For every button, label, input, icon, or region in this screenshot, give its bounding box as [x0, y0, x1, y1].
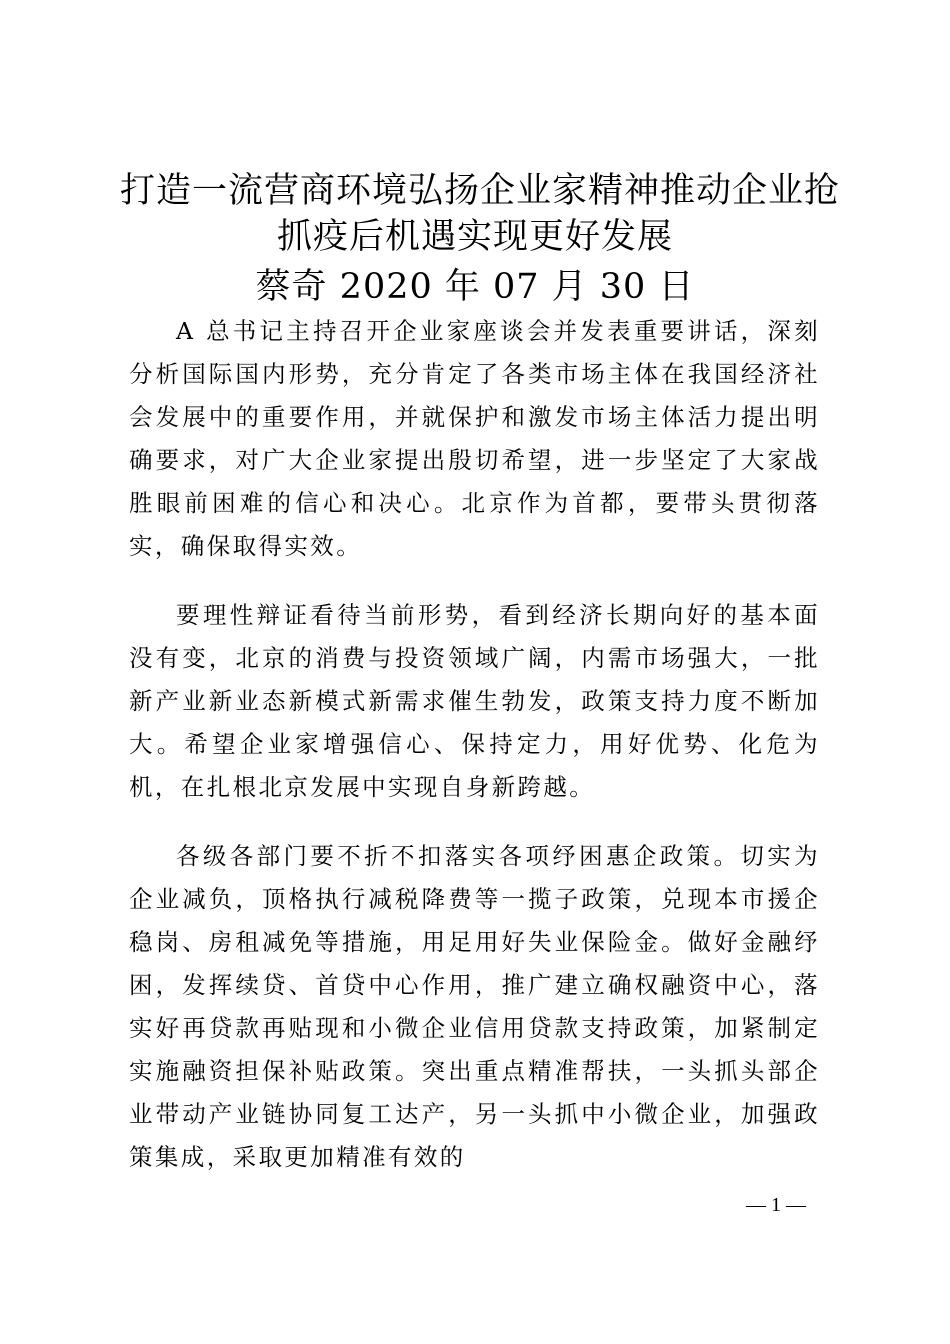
document-title-line-2: 抓疫后机遇实现更好发展 — [276, 217, 673, 257]
author-date-line: 蔡奇 2020 年 07 月 30 日 — [255, 267, 695, 307]
document-title-line-1: 打造一流营商环境弘扬企业家精神推动企业抢 — [120, 171, 841, 211]
title-block — [120, 168, 841, 310]
paragraph-3: 各级各部门要不折不扣落实各项纾困惠企政策。切实为企业减负，顶格执行减税降费等一揽子政策，兑现本市援企稳岗、房租减免等措施，用足用好失业保险金。做好金融纾困，发挥续贷、首贷中心作用，推广建立确权融资中心，落实好再贷款再贴现和小微企业信用贷款支持政策，加紧制定实施融资担保补贴政策。突出重点精准帮扶，一头抓头部企业带动产业链协同复工达产，另一头抓中小微企业，加强政策集成，采取更加精准有效的 — [129, 842, 820, 1171]
document-body — [129, 310, 820, 1179]
page-number: — 1 — — [746, 1194, 806, 1216]
paragraph-1: A 总书记主持召开企业家座谈会并发表重要讲话，深刻分析国际国内形势，充分肯定了各类市场主体在我国经济社会发展中的重要作用，并就保护和激发市场主体活力提出明确要求，对广大企业家提出殷切希望，进一步坚定了大家战胜眼前困难的信心和决心。北京作为首都，要带头贯彻落实，确保取得实效。 — [129, 317, 820, 560]
paragraph-2: 要理性辩证看待当前形势，看到经济长期向好的基本面没有变，北京的消费与投资领域广阔，内需市场强大，一批新产业新业态新模式新需求催生勃发，政策支持力度不断加大。希望企业家增强信心、保持定力，用好优势、化危为机，在扎根北京发展中实现自身新跨越。 — [129, 601, 820, 801]
